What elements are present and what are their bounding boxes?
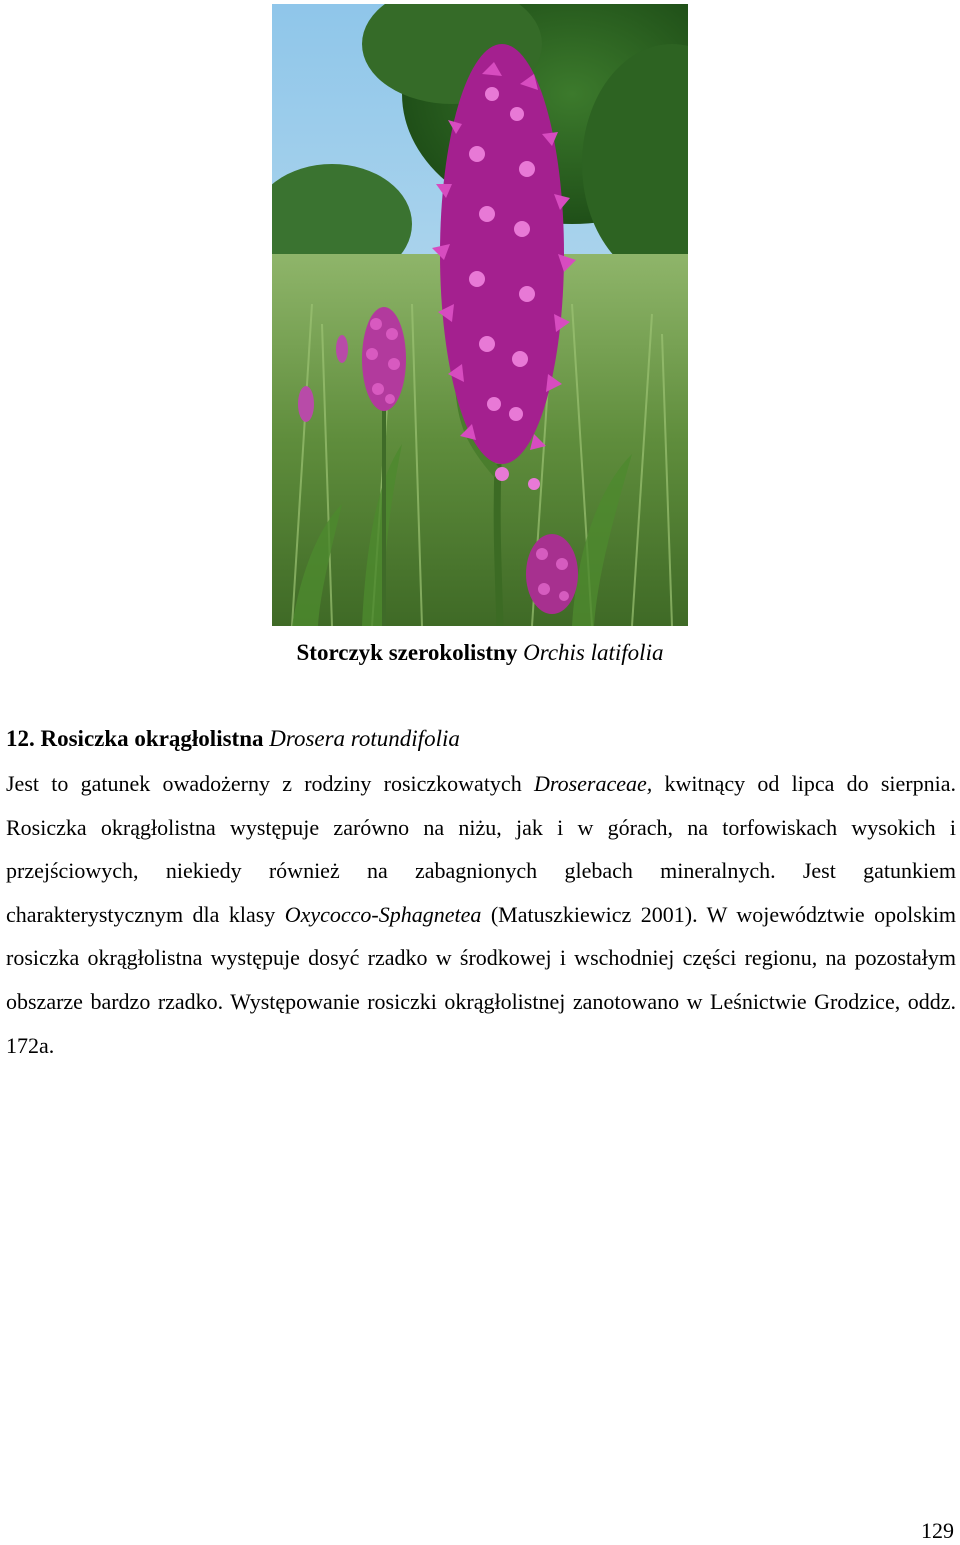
- page-number: 129: [921, 1518, 954, 1543]
- figure-caption: [0, 636, 960, 670]
- caption-latin-name: Orchis latifolia: [523, 640, 664, 665]
- orchid-photo: [272, 4, 688, 626]
- paragraph-part-2: kwitnący od lipca do sierpnia. Rosiczka okrągłolistna występuje zarówno na niżu, jak i w górach, na torfowiskach wysokich i przejściowych, niekiedy również na zabagnionych glebach mineralnych. Jest gatunkiem charakterystycznym dla klasy: [6, 771, 956, 927]
- caption-common-name: Storczyk szerokolistny: [296, 640, 518, 665]
- section-common-name: Rosiczka okrągłolistna: [40, 726, 264, 751]
- paragraph-part-3: (Matuszkiewicz 2001). W województwie opolskim rosiczka okrągłolistna występuje dosyć rzadko w środkowej i wschodniej części regionu, na pozostałym obszarze bardzo rzadko. Występowanie rosiczki okrągłolistnej zanotowano w Leśnictwie Grodzice, oddz. 172a.: [6, 901, 956, 1058]
- class-latin-name: Oxycocco-Sphagnetea: [284, 901, 482, 927]
- section-latin-name: Drosera rotundifolia: [269, 726, 460, 751]
- section-number: 12.: [6, 726, 35, 751]
- paragraph-part-1: Jest to gatunek owadożerny z rodziny rosiczkowatych: [6, 771, 534, 796]
- family-latin-name: Droseraceae,: [533, 771, 653, 796]
- orchid-photo-illustration: [272, 4, 688, 626]
- species-section: [6, 720, 956, 1067]
- section-heading: [6, 720, 956, 758]
- section-paragraph: [6, 762, 956, 1067]
